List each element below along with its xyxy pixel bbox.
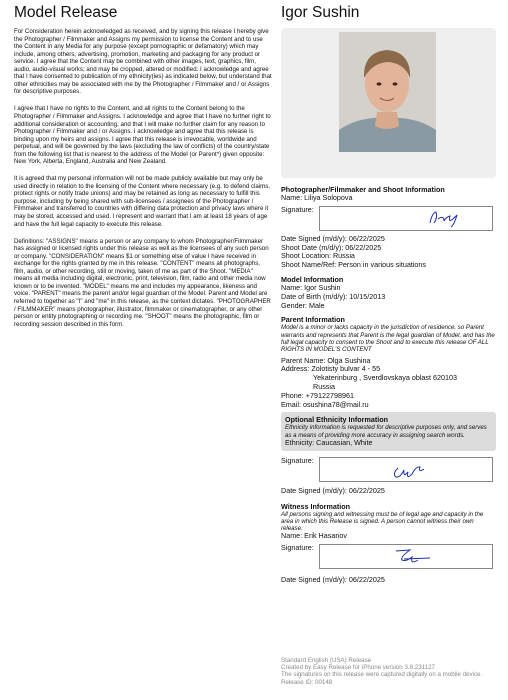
parent-section-heading: Parent Information: [281, 315, 345, 325]
release-footer: [281, 657, 496, 686]
parent-phone: Phone: +79122798961: [281, 390, 354, 400]
release-paragraph-definitions: Definitions: "ASSIGNS" means a person or any company to whom Photographer/Filmmaker has assigned or licensed rights under this release as well as the licensees of any such person or company. "CONSIDERATION" means $1 or something else of value I have received in exchange for the rights granted by me in this release. "CONTENT" means all photographs, film, audio, or other recording, still or moving, taken of me as part of the Shoot. "MEDIA" means all media including digital, electronic, print, television, film, radio and other media now known or to be invented. "MODEL" means me and includes my appearance, likeness and voice. "PARENT" means the parent and/or legal guardian of the Model. Parent and Model are referred to together as "I" and "me" in this release, as the context dictates. "PHOTOGRAPHER / FILMMAKER" means photographer, illustrator, filmmaker or cinematographer, or any other person or entity photographing or recording me. "SHOOT" means the photographic, film or recording session described in this form.: [14, 237, 271, 328]
parent-email: Email: osushina78@mail.ru: [281, 399, 369, 409]
ethnicity-heading: Optional Ethnicity Information: [285, 415, 389, 425]
parent-note: Model is a minor or lacks capacity in the jurisdiction of residence, so Parent warrants and represents that Parent is the legal guardian of Model, and has the full legal capacity to consent to the Shoot and to execute this release OF ALL RIGHTS IN MODEL'S CONTENT: [281, 324, 495, 354]
witness-date-signed: Date Signed (m/d/y): 06/22/2025: [281, 575, 385, 585]
model-section-heading: Model Information: [281, 274, 344, 284]
photographer-signature-label: Signature:: [281, 204, 314, 214]
release-text-column: [14, 4, 272, 338]
photographer-signature-box[interactable]: [319, 206, 493, 231]
model-gender: Gender: Male: [281, 300, 325, 310]
parent-signature-box[interactable]: [319, 457, 493, 482]
model-photo-card: [281, 28, 496, 178]
footer-created-by: Created by Easy Release for iPhone version 3.8.231127: [281, 664, 435, 672]
ethnicity-value: Ethnicity: Caucasian, White: [285, 437, 373, 447]
model-name: Name: Igor Sushin: [281, 282, 341, 292]
parent-signature-label: Signature:: [281, 455, 314, 465]
parent-address-line-1: Address: Zolotisty bulvar 4 - 55: [281, 364, 381, 374]
photographer-signature-image: [320, 207, 492, 230]
photographer-signature-row: [281, 206, 496, 231]
shoot-location: Shoot Location: Russia: [281, 251, 355, 261]
witness-signature-image: [320, 545, 492, 568]
parent-signature-image: [320, 458, 492, 481]
shoot-name: Shoot Name/Ref: Person in various situations: [281, 260, 427, 270]
photographer-date-signed: Date Signed (m/d/y): 06/22/2025: [281, 233, 385, 243]
model-photo: [339, 32, 436, 152]
witness-note: All persons signing and witnessing must be of legal age and capacity in the area in which this Release is signed. A person cannot witness their own release.: [281, 510, 484, 533]
footer-release-id: Release ID: 00148: [281, 678, 333, 686]
parent-name: Parent Name: Olga Sushina: [281, 355, 371, 365]
witness-signature-row: [281, 544, 496, 569]
release-paragraph-rights: I agree that I have no rights to the Content, and all rights to the Content belong to the Photographer / Filmmaker and Assigns. I acknowledge and agree that I have no further right to additional consideration or accounting, and that I will make no further claim for any reason to Photographer / Filmmaker and / or Assigns. I acknowledge and agree that this release is binding upon my heirs and assigns. I agree that this release is irrevocable, worldwide and perpetual, and will be governed by the laws (excluding the law of conflicts) of the country/state from the following list that is nearest to the address of the Model (or Parent*) given opposite: New York, Alberta, England, Australia and New Zealand.: [14, 105, 271, 166]
ethnicity-panel: [281, 412, 496, 450]
model-dob: Date of Birth (m/d/y): 10/15/2013: [281, 291, 386, 301]
parent-address-line-3: Russia: [313, 381, 335, 391]
footer-release-language: Standard English (USA) Release: [281, 657, 372, 664]
witness-name: Name: Erik Hasanov: [281, 531, 347, 541]
witness-signature-box[interactable]: [319, 544, 493, 569]
document-title: Model Release: [14, 4, 118, 21]
ethnicity-note: Ethnicity information is requested for descriptive purposes only, and serves as a means of providing more accuracy in assigning search words.: [285, 424, 487, 439]
photographer-section-heading: Photographer/Filmmaker and Shoot Information: [281, 185, 445, 194]
parent-date-signed: Date Signed (m/d/y): 06/22/2025: [281, 485, 385, 495]
release-paragraph-privacy: It is agreed that my personal information will not be made publicly available but may only be used directly in relation to the licensing of the Content where necessary (e.g. to defend claims, protect rights or notify trade unions) and may be retained as long as necessary to fulfill this purpose, including by being shared with sub-licensees / assignees of the Photographer / Filmmaker and transferred to countries with differing data protection and privacy laws where it may be stored, accessed and used. I represent and warrant that I am at least 18 years of age and have the full legal capacity to execute this release.: [14, 175, 270, 228]
info-column: [281, 4, 496, 585]
footer-digital-capture-note: The signatures on this release were captured digitally on a mobile device.: [281, 671, 483, 679]
release-paragraph-consideration: For Consideration herein acknowledged as received, and by signing this release I hereby give the Photographer / Filmmaker and Assigns my permission to license the Content and to use the Content in any Media for any purpose (except pornographic or defamatory) which may include, among others, advertising, promotion, marketing and packaging for any product or service. I agree that the Content may be combined with other images, text, graphics, film, audio, audio-visual works; and may be cropped, altered or modified. I acknowledge and agree that I have consented to publication of my ethnicity(ies) as indicated below, but understand that other ethnicities may be associated with me by the Photographer / Filmmaker and / or Assigns for descriptive purposes.: [14, 28, 272, 96]
shoot-date: Shoot Date (m/d/y): 06/22/2025: [281, 242, 382, 252]
witness-signature-label: Signature:: [281, 543, 314, 553]
witness-section-heading: Witness Information: [281, 501, 351, 511]
parent-address-line-2: Yekaterinburg , Sverdlovskaya oblast 620103: [313, 373, 457, 383]
photographer-name: Name: Liliya Solopova: [281, 193, 353, 202]
parent-signature-row: [281, 457, 496, 482]
model-name-header: Igor Sushin: [281, 4, 360, 21]
